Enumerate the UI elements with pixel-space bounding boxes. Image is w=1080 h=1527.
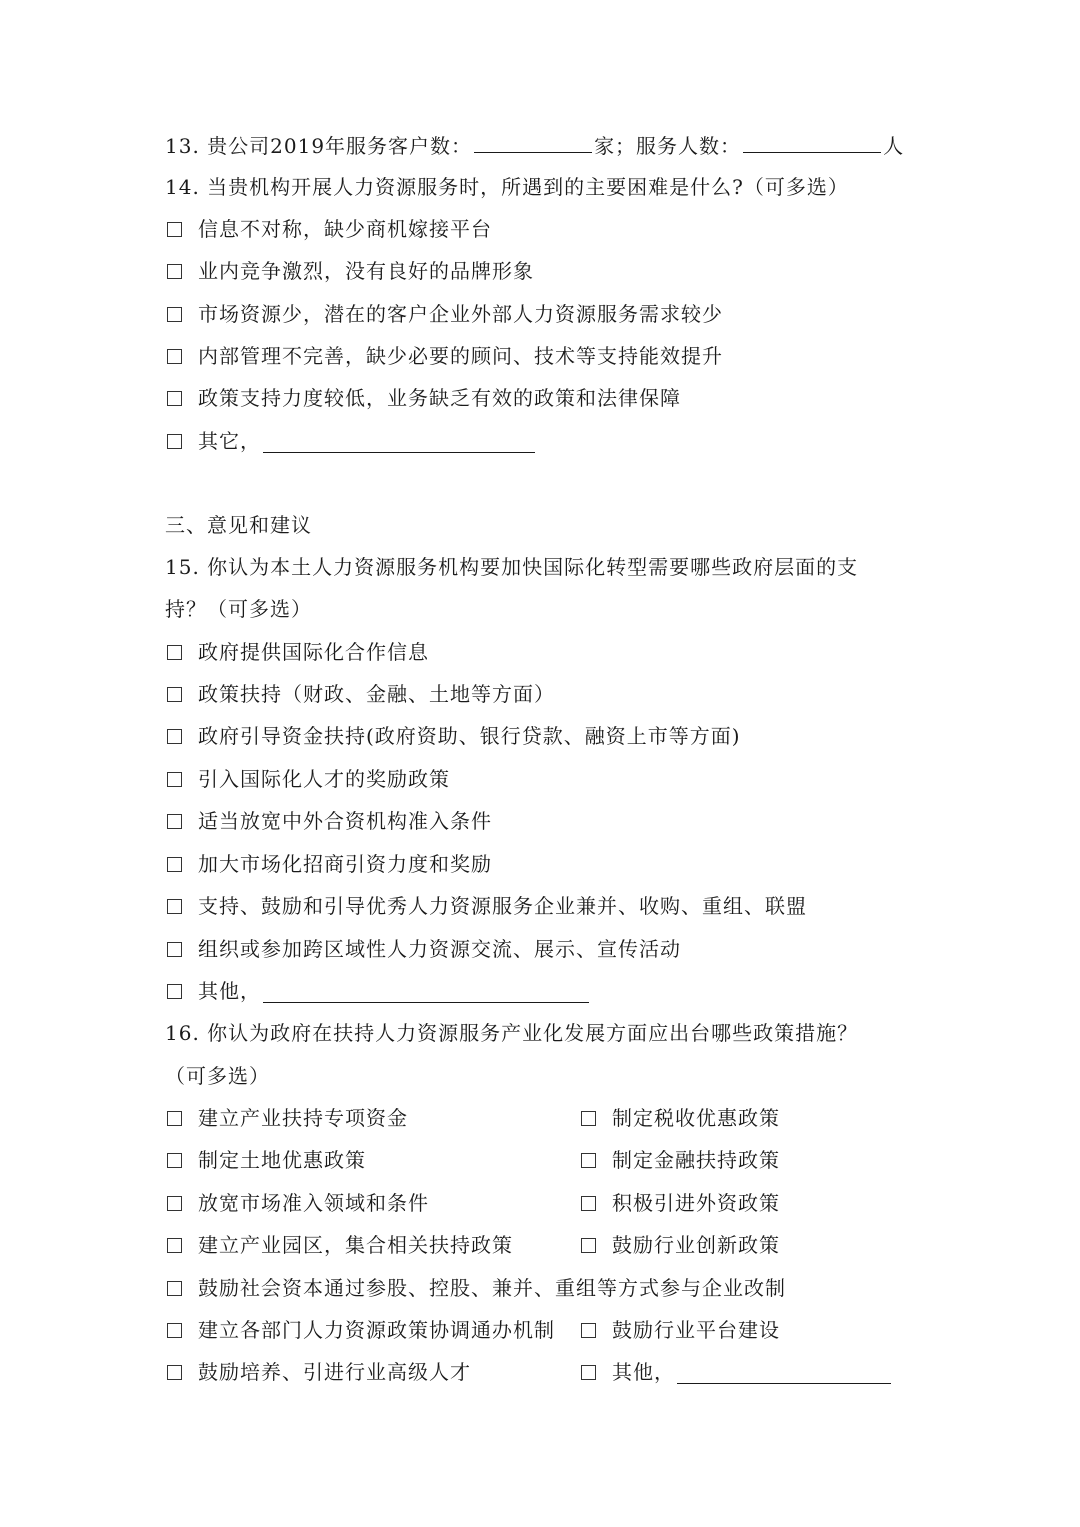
q16-option[interactable] <box>579 1316 780 1344</box>
q15-option-label: 组织或参加跨区域性人力资源交流、展示、宣传活动 <box>198 937 681 961</box>
checkbox-icon[interactable] <box>167 814 182 829</box>
q14-option-label: 信息不对称，缺少商机嫁接平台 <box>198 217 492 241</box>
q16-option[interactable] <box>579 1189 780 1217</box>
q16-option-label: 鼓励行业平台建设 <box>612 1318 780 1342</box>
q16-question: 16. 你认为政府在扶持人力资源服务产业化发展方面应出台哪些政策措施？ <box>165 1021 859 1045</box>
q16-option-other[interactable] <box>579 1358 893 1386</box>
q15-option-label: 政府引导资金扶持(政府资助、银行贷款、融资上市等方面) <box>198 724 741 748</box>
q14-option-label: 业内竞争激烈，没有良好的品牌形象 <box>198 259 534 283</box>
q15-option-label: 政府提供国际化合作信息 <box>198 640 429 664</box>
checkbox-icon[interactable] <box>167 1111 182 1126</box>
checkbox-icon[interactable] <box>167 772 182 787</box>
q15-option[interactable] <box>165 638 429 666</box>
q16-option-label: 积极引进外资政策 <box>612 1191 780 1215</box>
q16-option-label: 建立产业园区，集合相关扶持政策 <box>198 1233 513 1257</box>
q14-option[interactable] <box>165 300 723 328</box>
q15-option-label: 政策扶持（财政、金融、土地等方面） <box>198 682 555 706</box>
section-heading: 三、意见和建议 <box>165 513 312 537</box>
q16-other-blank[interactable] <box>677 1361 891 1384</box>
q16-option-label: 建立产业扶持专项资金 <box>198 1106 408 1130</box>
checkbox-icon[interactable] <box>167 899 182 914</box>
q15-option-label: 加大市场化招商引资力度和奖励 <box>198 852 492 876</box>
q16-option[interactable] <box>165 1358 471 1386</box>
checkbox-icon[interactable] <box>581 1196 596 1211</box>
q16-option-label: 鼓励社会资本通过参股、控股、兼并、重组等方式参与企业改制 <box>198 1276 786 1300</box>
q16-option[interactable] <box>165 1231 513 1259</box>
q16-option[interactable] <box>165 1189 429 1217</box>
q15-option[interactable] <box>165 680 555 708</box>
q14-option-label: 其它， <box>198 429 261 453</box>
q13-people-blank[interactable] <box>743 130 881 153</box>
q16-option-label: 其他， <box>612 1360 675 1384</box>
q13-unit2: 人 <box>883 134 905 158</box>
q16-option-label: 建立各部门人力资源政策协调通办机制 <box>198 1318 555 1342</box>
q14-option[interactable] <box>165 342 723 370</box>
checkbox-icon[interactable] <box>167 687 182 702</box>
q13-prefix: 13. 贵公司2019年服务客户数： <box>165 134 473 158</box>
checkbox-icon[interactable] <box>167 1196 182 1211</box>
q15-option-label: 引入国际化人才的奖励政策 <box>198 767 450 791</box>
q16-option[interactable] <box>579 1104 780 1132</box>
q15-option[interactable] <box>165 892 807 920</box>
q14-option[interactable] <box>165 215 492 243</box>
q16-option-label: 制定土地优惠政策 <box>198 1148 366 1172</box>
q15-option[interactable] <box>165 765 450 793</box>
checkbox-icon[interactable] <box>167 391 182 406</box>
checkbox-icon[interactable] <box>581 1323 596 1338</box>
checkbox-icon[interactable] <box>581 1153 596 1168</box>
checkbox-icon[interactable] <box>167 729 182 744</box>
q14-other-blank[interactable] <box>263 430 535 453</box>
q13-line <box>165 130 904 160</box>
q16-option[interactable] <box>579 1146 780 1174</box>
checkbox-icon[interactable] <box>167 1281 182 1296</box>
q16-option-label: 制定金融扶持政策 <box>612 1148 780 1172</box>
q16-option[interactable] <box>165 1316 555 1344</box>
q15-option[interactable] <box>165 935 681 963</box>
checkbox-icon[interactable] <box>167 307 182 322</box>
q15-question: 15. 你认为本土人力资源服务机构要加快国际化转型需要哪些政府层面的支 <box>165 555 859 579</box>
q14-question: 14. 当贵机构开展人力资源服务时，所遇到的主要困难是什么?（可多选） <box>165 175 849 199</box>
checkbox-icon[interactable] <box>167 434 182 449</box>
q16-question-cont: （可多选） <box>165 1064 270 1088</box>
q14-option[interactable] <box>165 384 681 412</box>
q16-option[interactable] <box>165 1104 408 1132</box>
checkbox-icon[interactable] <box>167 857 182 872</box>
q13-clients-blank[interactable] <box>474 130 592 153</box>
q16-option[interactable] <box>579 1231 780 1259</box>
q16-option-label: 鼓励行业创新政策 <box>612 1233 780 1257</box>
checkbox-icon[interactable] <box>167 645 182 660</box>
q15-option[interactable] <box>165 807 492 835</box>
q16-option-label: 鼓励培养、引进行业高级人才 <box>198 1360 471 1384</box>
q15-option[interactable] <box>165 850 492 878</box>
q16-option-label: 放宽市场准入领域和条件 <box>198 1191 429 1215</box>
q13-unit1: 家；服务人数： <box>594 134 742 158</box>
q15-option-label: 其他， <box>198 979 261 1003</box>
checkbox-icon[interactable] <box>167 1323 182 1338</box>
q15-other-blank[interactable] <box>263 980 589 1003</box>
q14-option-label: 政策支持力度较低，业务缺乏有效的政策和法律保障 <box>198 386 681 410</box>
checkbox-icon[interactable] <box>167 1365 182 1380</box>
checkbox-icon[interactable] <box>581 1365 596 1380</box>
checkbox-icon[interactable] <box>167 984 182 999</box>
q16-option[interactable] <box>165 1274 786 1302</box>
q15-option[interactable] <box>165 722 741 750</box>
checkbox-icon[interactable] <box>167 1153 182 1168</box>
q15-option-other[interactable] <box>165 977 591 1005</box>
q14-option-label: 市场资源少，潜在的客户企业外部人力资源服务需求较少 <box>198 302 723 326</box>
checkbox-icon[interactable] <box>167 349 182 364</box>
checkbox-icon[interactable] <box>581 1111 596 1126</box>
checkbox-icon[interactable] <box>167 942 182 957</box>
q14-option-other[interactable] <box>165 427 537 455</box>
q15-question-cont: 持？（可多选） <box>165 597 312 621</box>
q16-option[interactable] <box>165 1146 366 1174</box>
q16-option-label: 制定税收优惠政策 <box>612 1106 780 1130</box>
checkbox-icon[interactable] <box>581 1238 596 1253</box>
q14-option-label: 内部管理不完善，缺少必要的顾问、技术等支持能效提升 <box>198 344 723 368</box>
q14-option[interactable] <box>165 257 534 285</box>
checkbox-icon[interactable] <box>167 1238 182 1253</box>
checkbox-icon[interactable] <box>167 264 182 279</box>
q15-option-label: 适当放宽中外合资机构准入条件 <box>198 809 492 833</box>
checkbox-icon[interactable] <box>167 222 182 237</box>
q15-option-label: 支持、鼓励和引导优秀人力资源服务企业兼并、收购、重组、联盟 <box>198 894 807 918</box>
